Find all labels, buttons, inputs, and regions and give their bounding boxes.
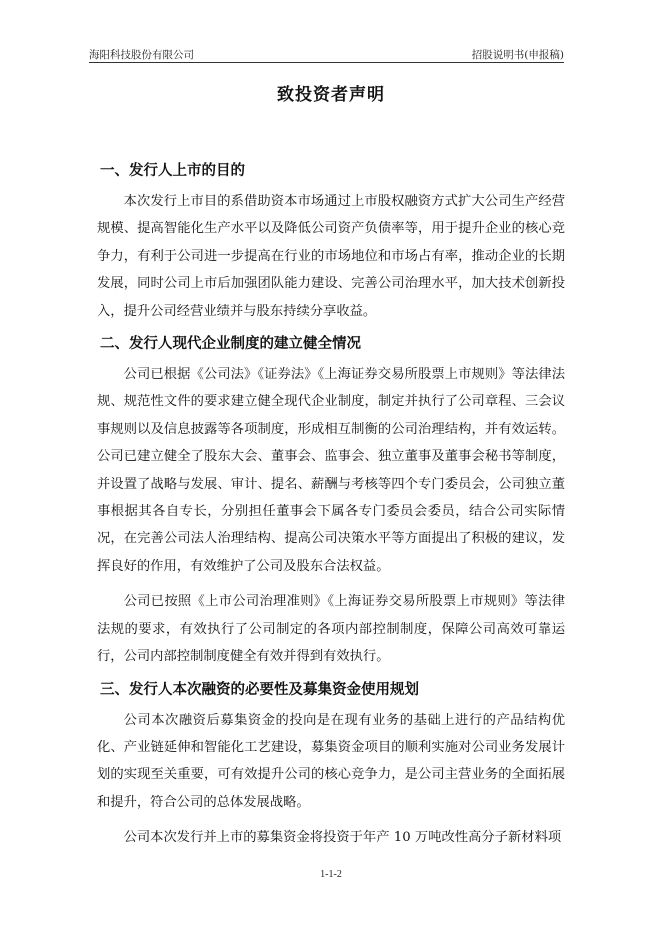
header-company-name: 海阳科技股份有限公司 bbox=[89, 49, 194, 61]
page-title: 致投资者声明 bbox=[277, 85, 385, 105]
page-number: 1-1-2 bbox=[320, 869, 342, 880]
header-divider bbox=[89, 62, 564, 63]
paragraph: 公司本次融资后募集资金的投向是在现有业务的基础上进行的产品结构优化、产业链延伸和智能化工艺建设，募集资金项目的顺利实施对公司业务发展计划的实现至关重要，可有效提升公司的核心竞争力，是公司主营业务的全面拓展和提升，符合公司的总体发展战略。 bbox=[97, 712, 565, 810]
paragraph: 公司已按照《上市公司治理准则》《上海证券交易所股票上市规则》等法律法规的要求，有效执行了公司制定的各项内部控制制度，保障公司高效可靠运行，公司内部控制制度健全有效并得到有效执行。 bbox=[97, 594, 565, 665]
paragraph: 本次发行上市目的系借助资本市场通过上市股权融资方式扩大公司生产经营规模、提高智能化生产水平以及降低公司资产负债率等，用于提升企业的核心竞争力，有利于公司进一步提高在行业的市场地位和市场占有率，推动企业的长期发展，同时公司上市后加强团队能力建设、完善公司治理水平，加大技术创新投入，提升公司经营业绩并与股东持续分享收益。 bbox=[97, 194, 565, 319]
document-body bbox=[97, 160, 565, 860]
running-header bbox=[89, 47, 564, 61]
section-heading: 二、发行人现代企业制度的建立健全情况 bbox=[100, 336, 361, 353]
section-heading: 一、发行人上市的目的 bbox=[100, 163, 245, 179]
paragraph: 公司本次发行并上市的募集资金将投资于年产 10 万吨改性高分子新材料项 bbox=[123, 830, 562, 846]
paragraph: 公司已根据《公司法》《证券法》《上海证券交易所股票上市规则》等法律法规、规范性文件的要求建立健全现代企业制度，制定并执行了公司章程、三会议事规则以及信息披露等各项制度，形成相互制衡的公司治理结构，并有效运转。公司已建立健全了股东大会、董事会、监事会、独立董事及董事会秘书等制度，并设置了战略与发展、审计、提名、薪酬与考核等四个专门委员会，公司独立董事根据其各自专长，分别担任董事会下属各专门委员会委员，结合公司实际情况，在完善公司法人治理结构、提高公司决策水平等方面提出了积极的建议，发挥良好的作用，有效维护了公司及股东合法权益。 bbox=[97, 367, 565, 574]
header-document-type: 招股说明书(申报稿) bbox=[471, 49, 564, 61]
section-heading: 三、发行人本次融资的必要性及募集资金使用规划 bbox=[100, 681, 419, 698]
